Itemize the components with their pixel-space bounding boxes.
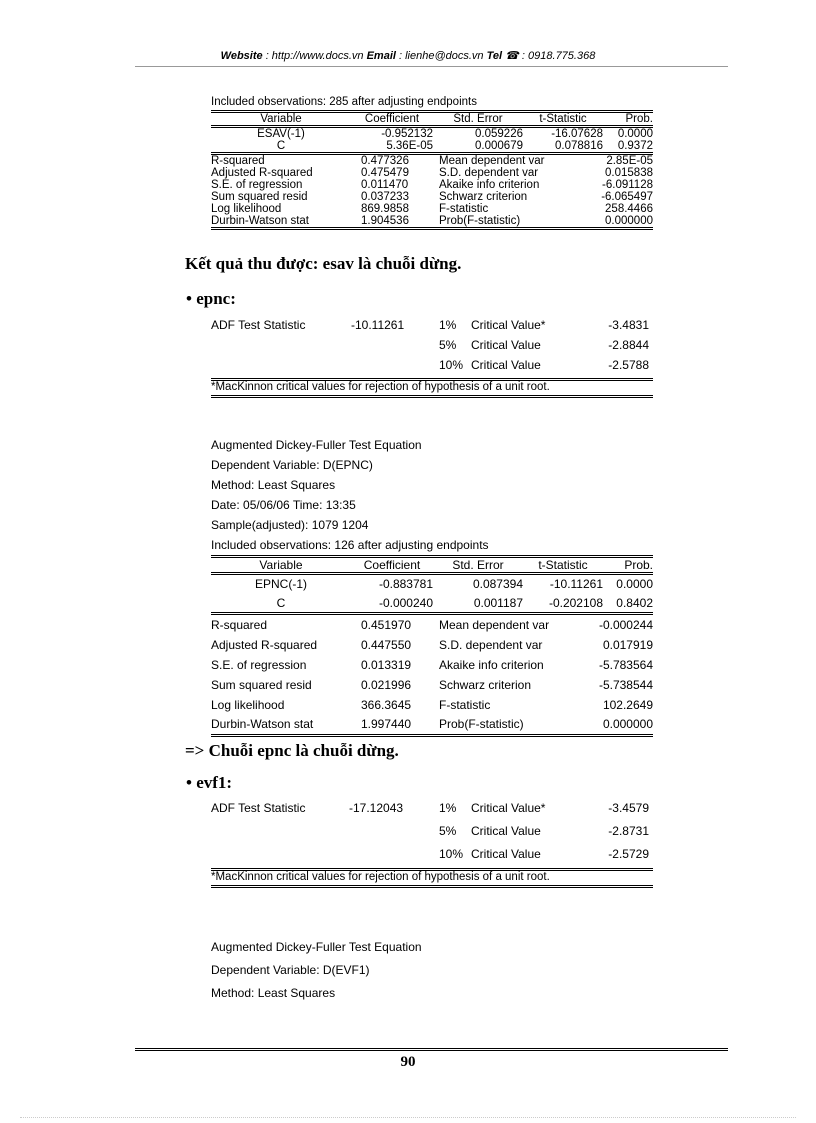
- table-cell: 0.0000: [616, 577, 653, 592]
- stat-row: [211, 215, 653, 229]
- stat-row: [211, 203, 653, 215]
- footer-divider: [135, 1048, 728, 1051]
- dependent-variable: Dependent Variable: D(EPNC): [211, 458, 373, 472]
- tel-label: Tel: [486, 50, 503, 62]
- stat-value: 869.9858: [361, 203, 409, 215]
- mackinnon-footnote: *MacKinnon critical values for rejection of hypothesis of a unit root.: [211, 871, 653, 888]
- stat-row: [211, 615, 653, 635]
- stat-value: 0.477326: [361, 155, 409, 167]
- critical-label: Critical Value*: [471, 318, 546, 332]
- critical-label: Critical Value: [471, 358, 541, 372]
- section-heading-text: evf1:: [196, 773, 233, 792]
- table-header-row: [211, 557, 653, 574]
- header-divider: [135, 66, 728, 67]
- stat-value: -5.783564: [598, 658, 653, 672]
- method-line: Method: Least Squares: [211, 478, 336, 492]
- table-cell: ESAV(-1): [257, 128, 305, 140]
- critical-value: -2.8731: [608, 824, 649, 838]
- table-cell: -0.202108: [548, 595, 603, 610]
- sample-line: Sample(adjusted): 1079 1204: [211, 518, 369, 532]
- equation-title: Augmented Dickey-Fuller Test Equation: [211, 438, 422, 452]
- table-cell: C: [276, 140, 286, 152]
- stat-label: Schwarz criterion: [439, 191, 528, 203]
- stat-row: [211, 179, 653, 191]
- table-cell: 0.8402: [616, 595, 653, 610]
- conclusion-epnc: => Chuỗi epnc là chuỗi dừng.: [185, 741, 399, 760]
- bullet-icon: •: [186, 289, 192, 308]
- stat-value: 0.021996: [361, 678, 412, 692]
- tel-value: ☎ : 0918.775.368: [505, 50, 596, 62]
- critical-value: -2.8844: [608, 338, 649, 352]
- section-heading-epnc: [186, 289, 236, 309]
- equation-title: Augmented Dickey-Fuller Test Equation: [211, 940, 422, 954]
- stat-value: 258.4466: [605, 203, 653, 215]
- critical-value: -3.4579: [608, 801, 649, 815]
- critical-value: -2.5729: [608, 847, 649, 861]
- stat-label: Akaike info criterion: [439, 179, 540, 191]
- esav-coefficient-table: [211, 110, 653, 155]
- stat-label: Sum squared resid: [211, 678, 312, 692]
- stat-label: Log likelihood: [211, 698, 285, 712]
- critical-label: Critical Value: [471, 824, 541, 838]
- table-cell: 0.078816: [555, 140, 603, 152]
- stat-value: 2.85E-05: [606, 155, 653, 167]
- email-value[interactable]: : lienhe@docs.vn: [399, 50, 484, 62]
- table-cell: 0.000679: [475, 140, 523, 152]
- stat-value: 0.013319: [361, 658, 412, 672]
- stat-row: [211, 155, 653, 167]
- stat-label: Adjusted R-squared: [211, 167, 313, 179]
- stat-row: [211, 191, 653, 203]
- stat-label: Adjusted R-squared: [211, 638, 318, 652]
- stat-row: [211, 635, 653, 655]
- epnc-regression-output: [211, 555, 653, 737]
- email-label: Email: [366, 50, 396, 62]
- column-header: Prob.: [625, 113, 653, 125]
- bullet-icon: •: [186, 773, 192, 792]
- stat-value: 0.451970: [361, 618, 412, 632]
- critical-value: -2.5788: [608, 358, 649, 372]
- stat-value: 366.3645: [361, 698, 412, 712]
- stat-label: Log likelihood: [211, 203, 282, 215]
- table-cell: -0.000240: [378, 595, 433, 610]
- stat-value: 0.037233: [361, 191, 409, 203]
- column-header: t-Statistic: [539, 113, 587, 125]
- table-header-row: [211, 112, 653, 127]
- epnc-statistics-table: [211, 615, 653, 737]
- table-row: [211, 127, 653, 141]
- esav-included-observations: Included observations: 285 after adjusting endpoints: [211, 96, 477, 108]
- critical-level: 10%: [439, 358, 464, 372]
- stat-label: Mean dependent var: [439, 618, 550, 632]
- critical-level: 10%: [439, 847, 464, 861]
- epnc-adf-block: [211, 318, 653, 398]
- column-header: Std. Error: [453, 113, 503, 125]
- dependent-variable: Dependent Variable: D(EVF1): [211, 963, 370, 977]
- stat-value: 1.997440: [361, 717, 412, 732]
- section-heading-evf1: [186, 773, 232, 793]
- esav-regression-output: [211, 96, 653, 230]
- table-cell: C: [276, 595, 286, 610]
- adf-value: -10.11261: [351, 318, 405, 332]
- table-cell: 0.059226: [475, 128, 523, 140]
- stat-row: [211, 675, 653, 695]
- table-cell: -16.07628: [551, 128, 603, 140]
- stat-label: F-statistic: [439, 698, 491, 712]
- column-header: Prob.: [624, 558, 653, 572]
- epnc-coefficient-table: [211, 555, 653, 615]
- stat-row: [211, 655, 653, 675]
- stat-row: [211, 167, 653, 179]
- section-heading-text: epnc:: [196, 289, 236, 308]
- stat-value: 0.015838: [605, 167, 653, 179]
- stat-label: Prob(F-statistic): [439, 215, 521, 227]
- mackinnon-footnote: *MacKinnon critical values for rejection of hypothesis of a unit root.: [211, 381, 653, 398]
- evf1-adf-block: [211, 801, 653, 888]
- critical-level: 5%: [439, 824, 457, 838]
- website-label: Website: [220, 50, 263, 62]
- column-header: Coefficient: [364, 113, 420, 125]
- stat-label: Prob(F-statistic): [439, 717, 524, 732]
- column-header: t-Statistic: [538, 558, 588, 572]
- stat-label: S.E. of regression: [211, 179, 303, 191]
- conclusion-esav: Kết quả thu được: esav là chuỗi dừng.: [185, 254, 462, 273]
- column-header: Variable: [260, 113, 302, 125]
- stat-value: -0.000244: [598, 618, 653, 632]
- stat-value: 0.475479: [361, 167, 409, 179]
- column-header: Variable: [259, 558, 303, 572]
- stat-label: F-statistic: [439, 203, 489, 215]
- stat-value: 0.000000: [602, 717, 653, 732]
- critical-level: 1%: [439, 801, 457, 815]
- critical-label: Critical Value: [471, 847, 541, 861]
- adf-label: ADF Test Statistic: [211, 318, 306, 332]
- stat-value: 0.000000: [605, 215, 653, 227]
- method-line: Method: Least Squares: [211, 986, 336, 1000]
- stat-value: 0.017919: [602, 638, 653, 652]
- stat-label: Durbin-Watson stat: [211, 717, 314, 732]
- stat-label: S.D. dependent var: [439, 167, 539, 179]
- esav-statistics-table: [211, 155, 653, 230]
- date-line: Date: 05/06/06 Time: 13:35: [211, 498, 356, 512]
- stat-value: -5.738544: [598, 678, 653, 692]
- table-cell: -10.11261: [549, 577, 603, 592]
- stat-label: Schwarz criterion: [439, 678, 532, 692]
- adf-label: ADF Test Statistic: [211, 801, 306, 815]
- page-header: [0, 49, 816, 62]
- stat-label: R-squared: [211, 155, 265, 167]
- stat-label: S.D. dependent var: [439, 638, 543, 652]
- table-cell: -0.883781: [378, 577, 433, 592]
- stat-value: -6.091128: [602, 179, 653, 191]
- page-bottom-border: [20, 1117, 796, 1118]
- stat-label: Akaike info criterion: [439, 658, 544, 672]
- table-cell: 0.9372: [617, 140, 653, 152]
- table-cell: 0.001187: [473, 595, 523, 610]
- table-row: [211, 574, 653, 594]
- critical-level: 5%: [439, 338, 457, 352]
- stat-value: 0.447550: [361, 638, 412, 652]
- stat-row: [211, 695, 653, 715]
- table-cell: 5.36E-05: [386, 140, 433, 152]
- stat-label: S.E. of regression: [211, 658, 307, 672]
- critical-label: Critical Value: [471, 338, 541, 352]
- stat-value: 102.2649: [602, 698, 653, 712]
- table-cell: EPNC(-1): [254, 577, 307, 592]
- stat-value: 1.904536: [361, 215, 409, 227]
- table-row: [211, 594, 653, 614]
- table-row: [211, 140, 653, 154]
- column-header: Std. Error: [452, 558, 504, 572]
- website-url[interactable]: : http://www.docs.vn: [265, 50, 364, 62]
- included-observations: Included observations: 126 after adjusting endpoints: [211, 538, 489, 552]
- stat-label: R-squared: [211, 618, 268, 632]
- stat-label: Sum squared resid: [211, 191, 308, 203]
- adf-value: -17.12043: [349, 801, 404, 815]
- stat-label: Mean dependent var: [439, 155, 545, 167]
- table-cell: -0.952132: [381, 128, 433, 140]
- table-cell: 0.087394: [472, 577, 523, 592]
- critical-value: -3.4831: [608, 318, 649, 332]
- column-header: Coefficient: [363, 558, 421, 572]
- stat-label: Durbin-Watson stat: [211, 215, 309, 227]
- stat-value: -6.065497: [601, 191, 653, 203]
- table-cell: 0.0000: [617, 128, 653, 140]
- stat-row: [211, 715, 653, 735]
- stat-value: 0.011470: [361, 179, 409, 191]
- critical-level: 1%: [439, 318, 457, 332]
- page-number: 90: [400, 1054, 416, 1070]
- critical-label: Critical Value*: [471, 801, 546, 815]
